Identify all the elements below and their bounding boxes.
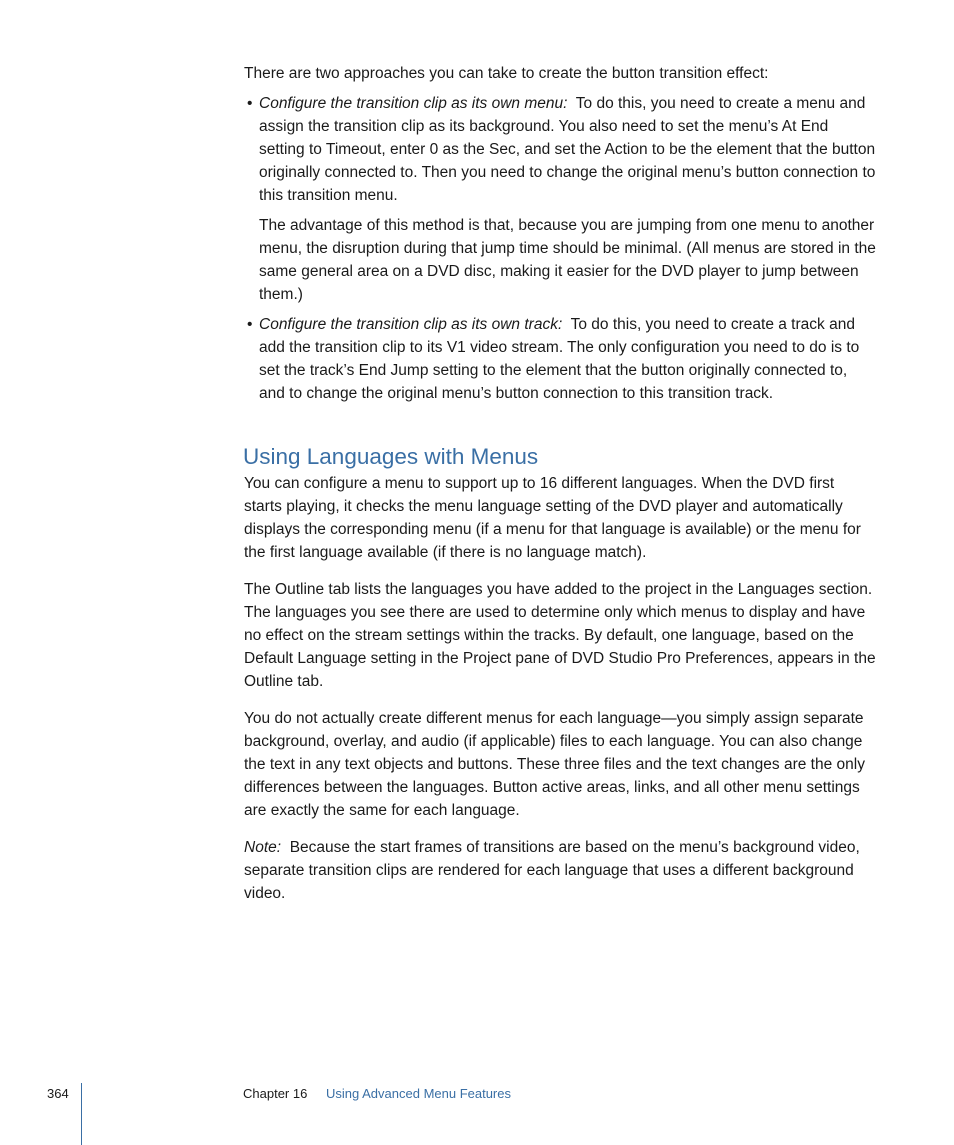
bullet-lead: Configure the transition clip as its own menu: xyxy=(259,95,568,112)
footer-chapter-title: Using Advanced Menu Features xyxy=(326,1086,511,1101)
page-number: 364 xyxy=(47,1086,69,1101)
bullet-extra-paragraph: The advantage of this method is that, because you are jumping from one menu to another menu, the disruption during that jump time should be minimal. (All menus are stored in the same general area on a DVD disc, making it easier for the DVD player to jump between them.) xyxy=(259,217,876,303)
note-label: Note: xyxy=(244,839,282,856)
intro-paragraph: There are two approaches you can take to create the button transition effect: xyxy=(244,65,769,82)
note-text: Because the start frames of transitions are based on the menu’s background video, separate transition clips are rendered for each language that uses a different background video. xyxy=(244,839,860,902)
bullet-item-own-menu xyxy=(259,92,876,207)
footer-chapter-label: Chapter 16 xyxy=(243,1086,308,1101)
body-paragraph: You can configure a menu to support up to 16 different languages. When the DVD first starts playing, it checks the menu language setting of the DVD player and automatically displays the corresponding menu (if a menu for that language is available) or the menu for the first language available (if there is no language match). xyxy=(244,475,861,561)
bullet-text: To do this, you need to create a menu and assign the transition clip as its background. You also need to set the menu’s At End setting to Timeout, enter 0 as the Sec, and set the Action to be the element that the button originally connected to. Then you need to change the original menu’s button connection to this transition menu. xyxy=(259,95,876,204)
bullet-item-own-track xyxy=(259,313,876,405)
section-heading: Using Languages with Menus xyxy=(243,444,539,469)
bullet-text: To do this, you need to create a track and add the transition clip to its V1 video stream. The only configuration you need to do is to set the track’s End Jump setting to the element that the button originally connected to, and to change the original menu’s button connection to this transition track. xyxy=(259,316,860,402)
body-paragraph: You do not actually create different menus for each language—you simply assign separate background, overlay, and audio (if applicable) files to each language. You can also change the text in any text objects and buttons. These three files and the text changes are the only differences between the languages. Button active areas, links, and all other menu settings are exactly the same for each language. xyxy=(244,710,865,819)
footer-divider xyxy=(81,1083,82,1145)
bullet-marker: • xyxy=(247,95,253,112)
bullet-lead: Configure the transition clip as its own track: xyxy=(259,316,563,333)
body-paragraph: The Outline tab lists the languages you have added to the project in the Languages section. The languages you see there are used to determine only which menus to display and have no effect on the stream settings within the tracks. By default, one language, based on the Default Language setting in the Project pane of DVD Studio Pro Preferences, appears in the Outline tab. xyxy=(244,581,876,690)
bullet-marker: • xyxy=(247,316,253,333)
note-paragraph xyxy=(244,836,876,905)
